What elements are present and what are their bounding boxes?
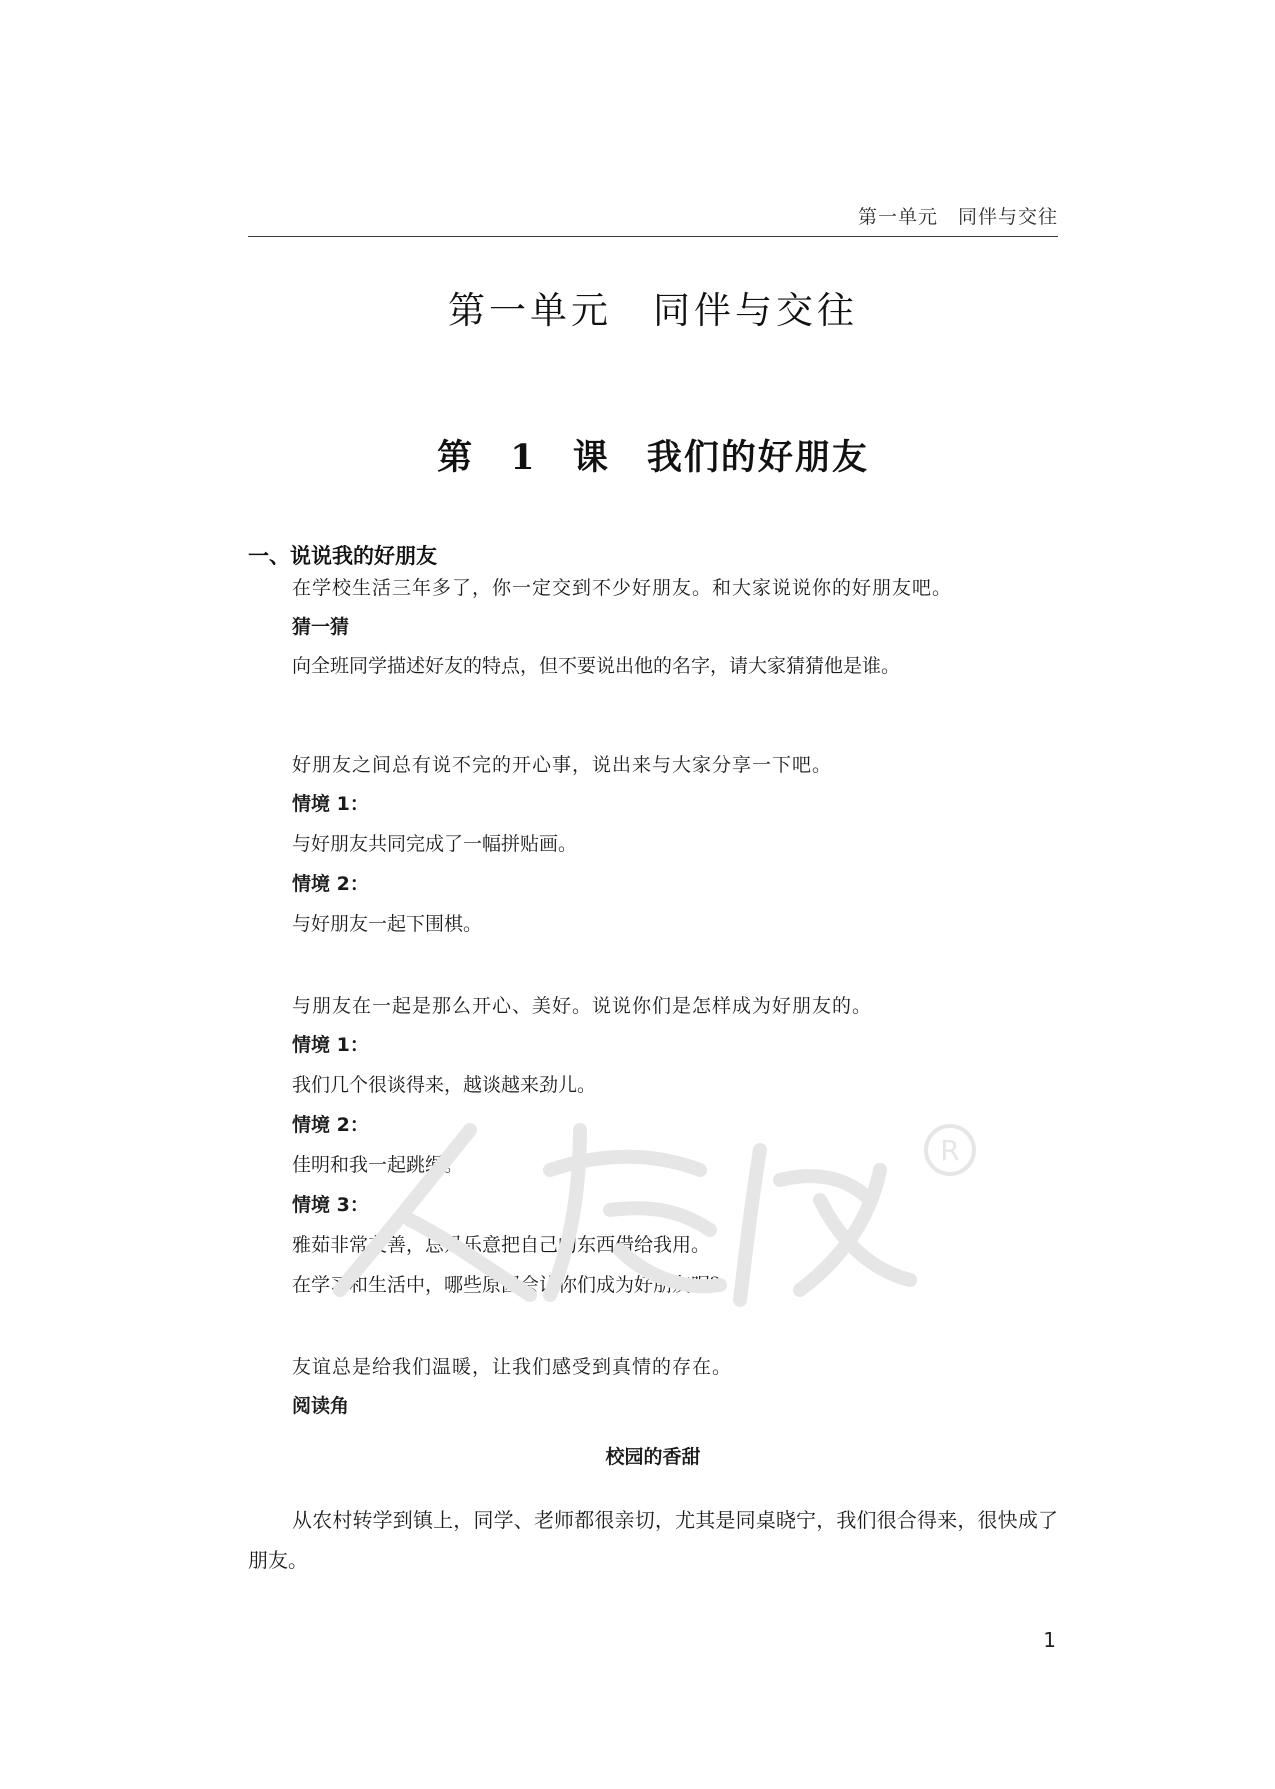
scenario-text: 佳明和我一起跳绳。 bbox=[292, 1154, 464, 1176]
activity-label-reading: 阅读角 bbox=[292, 1395, 350, 1417]
unit-title: 第一单元 同伴与交往 bbox=[448, 289, 858, 332]
scenario-label: 情境 1： bbox=[292, 1034, 369, 1056]
scenario-text: 雅茹非常友善，总是乐意把自己的东西借给我用。 bbox=[292, 1234, 711, 1256]
reading-title: 校园的香甜 bbox=[605, 1446, 701, 1468]
question-line: 在学习和生活中，哪些原因会让你们成为好朋友呢？ bbox=[292, 1274, 730, 1296]
scenario-text: 我们几个很谈得来，越谈越来劲儿。 bbox=[292, 1074, 597, 1096]
scenario-label: 情境 2： bbox=[292, 873, 369, 895]
scenario-label: 情境 3： bbox=[292, 1194, 369, 1216]
scenario-text: 与好朋友共同完成了一幅拼贴画。 bbox=[292, 833, 578, 855]
svg-text:R: R bbox=[940, 1134, 960, 1167]
running-header: 第一单元 同伴与交往 bbox=[857, 206, 1058, 228]
scenario-label: 情境 2： bbox=[292, 1114, 369, 1136]
intro-line: 在学校生活三年多了，你一定交到不少好朋友。和大家说说你的好朋友吧。 bbox=[292, 577, 953, 599]
section-heading: 一、说说我的好朋友 bbox=[248, 544, 437, 568]
lesson-title: 第 1 课 我们的好朋友 bbox=[437, 437, 869, 478]
activity-label-guess: 猜一猜 bbox=[292, 616, 350, 638]
prompt-line: 与朋友在一起是那么开心、美好。说说你们是怎样成为好朋友的。 bbox=[292, 995, 873, 1017]
body-line: 向全班同学描述好友的特点，但不要说出他的名字，请大家猜猜他是谁。 bbox=[292, 655, 901, 677]
reading-paragraph: 从农村转学到镇上，同学、老师都很亲切，尤其是同桌晓宁，我们很合得来，很快成了朋友。 bbox=[248, 1508, 1058, 1572]
scenario-text: 与好朋友一起下围棋。 bbox=[292, 913, 483, 935]
prompt-line: 友谊总是给我们温暖，让我们感受到真情的存在。 bbox=[292, 1356, 733, 1378]
prompt-line: 好朋友之间总有说不完的开心事，说出来与大家分享一下吧。 bbox=[292, 754, 833, 776]
header-rule bbox=[248, 236, 1058, 237]
scenario-label: 情境 1： bbox=[292, 793, 369, 815]
page-number: 1 bbox=[1043, 1628, 1056, 1652]
